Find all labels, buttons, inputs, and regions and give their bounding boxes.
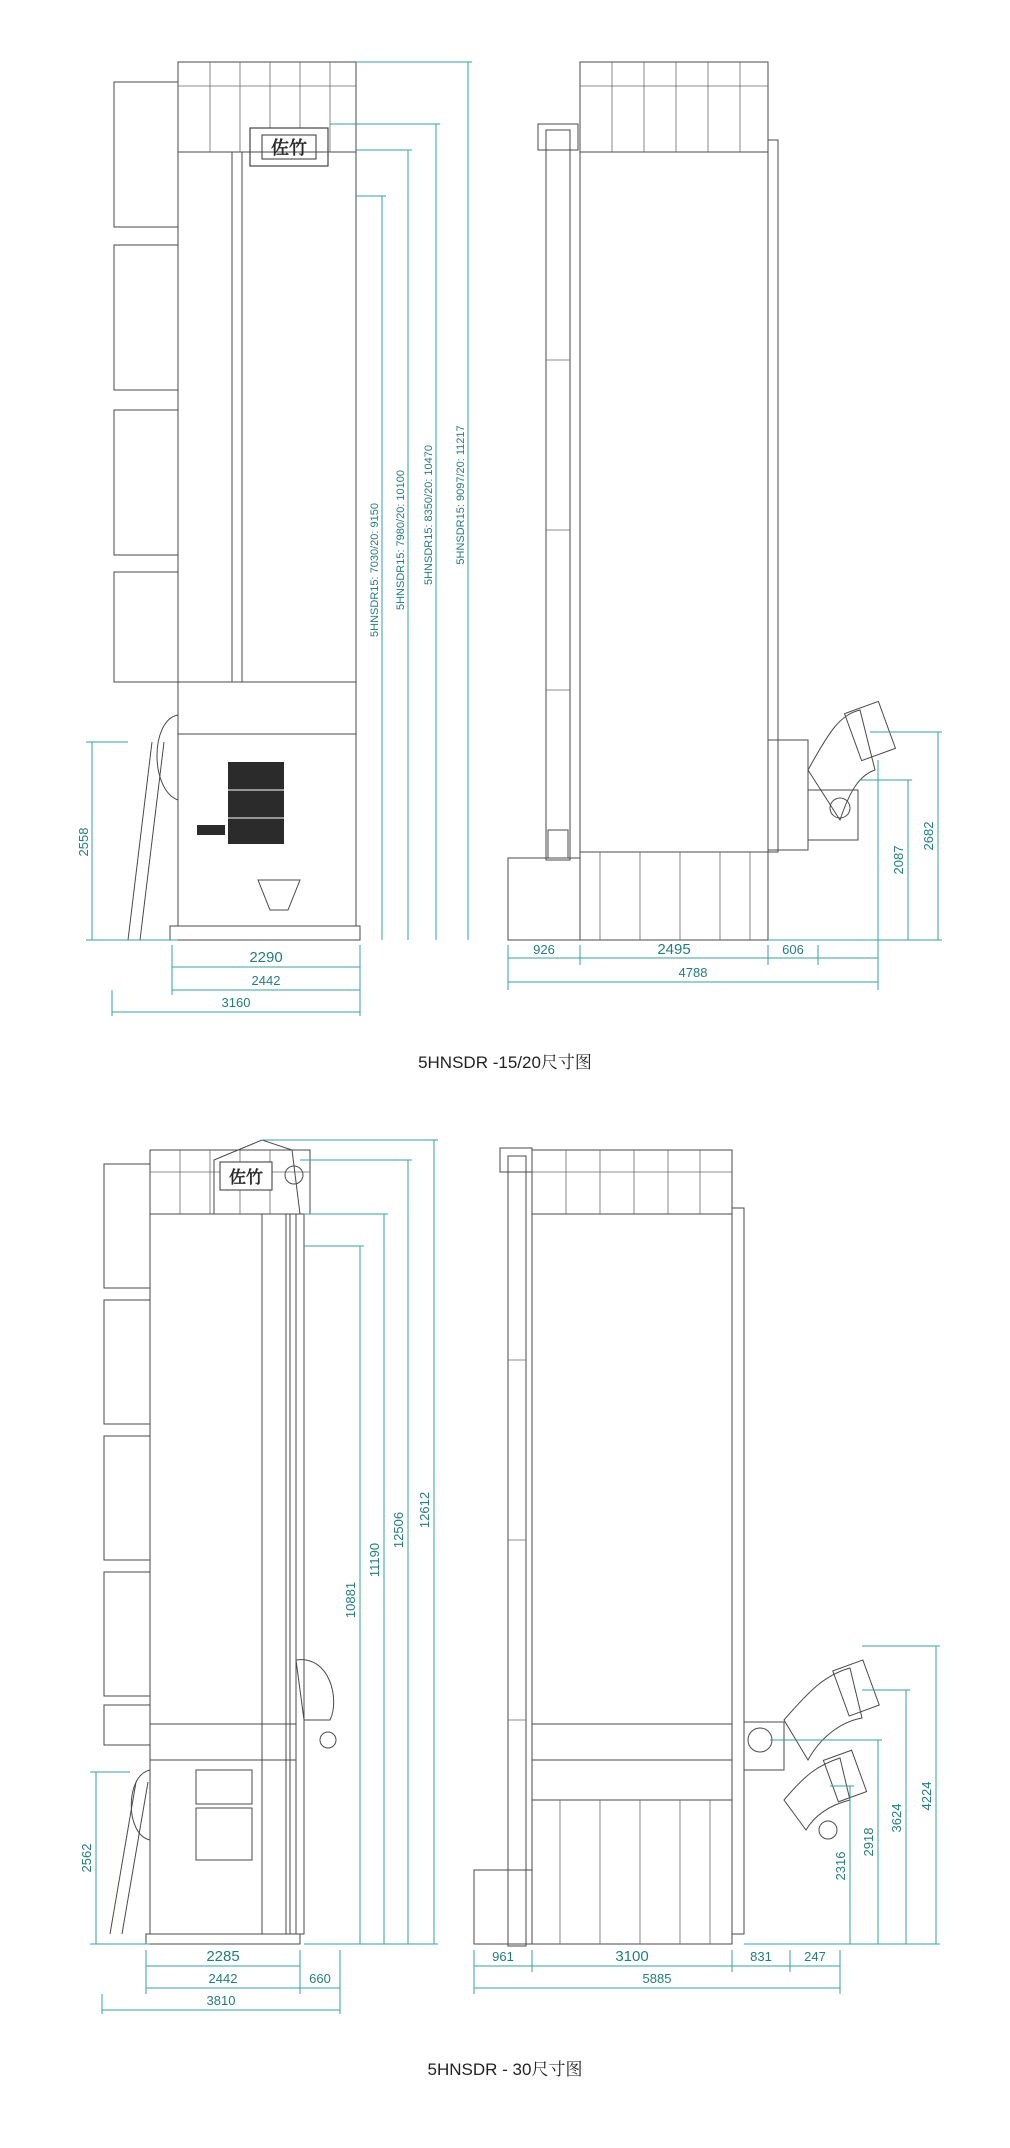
fig1-right-height-a: 2087 bbox=[891, 845, 906, 875]
fig2-right-height-d: 4224 bbox=[919, 1781, 934, 1811]
fig1-left-height-d: 5HNSDR15: 9097/20: 11217 bbox=[455, 425, 467, 565]
fig1-right-width-b: 2495 bbox=[657, 941, 691, 958]
fig1-right-machine bbox=[508, 62, 895, 940]
fig2-right-width-d: 247 bbox=[804, 1949, 826, 1964]
fig1-left-dimensions bbox=[76, 62, 472, 1016]
fig1-left-height-ladder: 2558 bbox=[76, 827, 91, 857]
fig1-right-dimensions bbox=[508, 732, 942, 990]
fig2-left-width-a: 2285 bbox=[206, 1948, 240, 1965]
fig2-left-width-c: 660 bbox=[309, 1971, 331, 1986]
fig2-left-machine bbox=[104, 1140, 336, 1944]
fig2-right-width-c: 831 bbox=[750, 1949, 772, 1964]
fig1-left-height-a: 5HNSDR15: 7030/20: 9150 bbox=[369, 503, 381, 637]
fig1-brand-mark: 佐竹 bbox=[271, 138, 307, 159]
fig2-right-width-e: 5885 bbox=[642, 1971, 672, 1986]
fig1-left-width-c: 3160 bbox=[221, 995, 251, 1010]
fig2-left-dimensions bbox=[79, 1140, 438, 2014]
fig2-left-height-d: 12612 bbox=[417, 1491, 432, 1529]
fig1-left-machine bbox=[114, 62, 360, 940]
fig2-left-width-d: 3810 bbox=[206, 1993, 236, 2008]
fig2-left-width-b: 2442 bbox=[208, 1971, 238, 1986]
fig2-right-height-c: 3624 bbox=[889, 1803, 904, 1833]
fig1-right-height-b: 2682 bbox=[921, 821, 936, 851]
fig2-right-height-b: 2918 bbox=[861, 1827, 876, 1857]
fig2-right-height-a: 2316 bbox=[833, 1851, 848, 1881]
fig2-left-height-a: 10881 bbox=[343, 1581, 358, 1619]
fig1-right-width-d: 4788 bbox=[678, 965, 708, 980]
fig1-left-width-b: 2442 bbox=[251, 973, 281, 988]
fig2-brand-mark: 佐竹 bbox=[229, 1168, 263, 1188]
fig1-right-width-a: 926 bbox=[533, 942, 555, 957]
fig2-right-dimensions bbox=[474, 1646, 940, 1994]
fig1-caption: 5HNSDR -15/20尺寸图 bbox=[418, 1053, 592, 1072]
fig2-right-width-b: 3100 bbox=[615, 1948, 649, 1965]
fig2-right-machine bbox=[474, 1148, 879, 1946]
fig2-left-height-b: 11190 bbox=[367, 1542, 382, 1578]
fig1-left-width-a: 2290 bbox=[249, 949, 283, 966]
fig2-caption: 5HNSDR - 30尺寸图 bbox=[427, 2060, 583, 2079]
fig1-right-width-c: 606 bbox=[782, 942, 804, 957]
fig2-right-width-a: 961 bbox=[492, 1949, 514, 1964]
fig1-left-height-c: 5HNSDR15: 8350/20: 10470 bbox=[423, 444, 435, 586]
fig2-left-height-c: 12506 bbox=[391, 1511, 406, 1549]
fig2-left-height-ladder: 2562 bbox=[79, 1843, 94, 1873]
fig1-left-height-b: 5HNSDR15: 7980/20: 10100 bbox=[395, 469, 407, 611]
